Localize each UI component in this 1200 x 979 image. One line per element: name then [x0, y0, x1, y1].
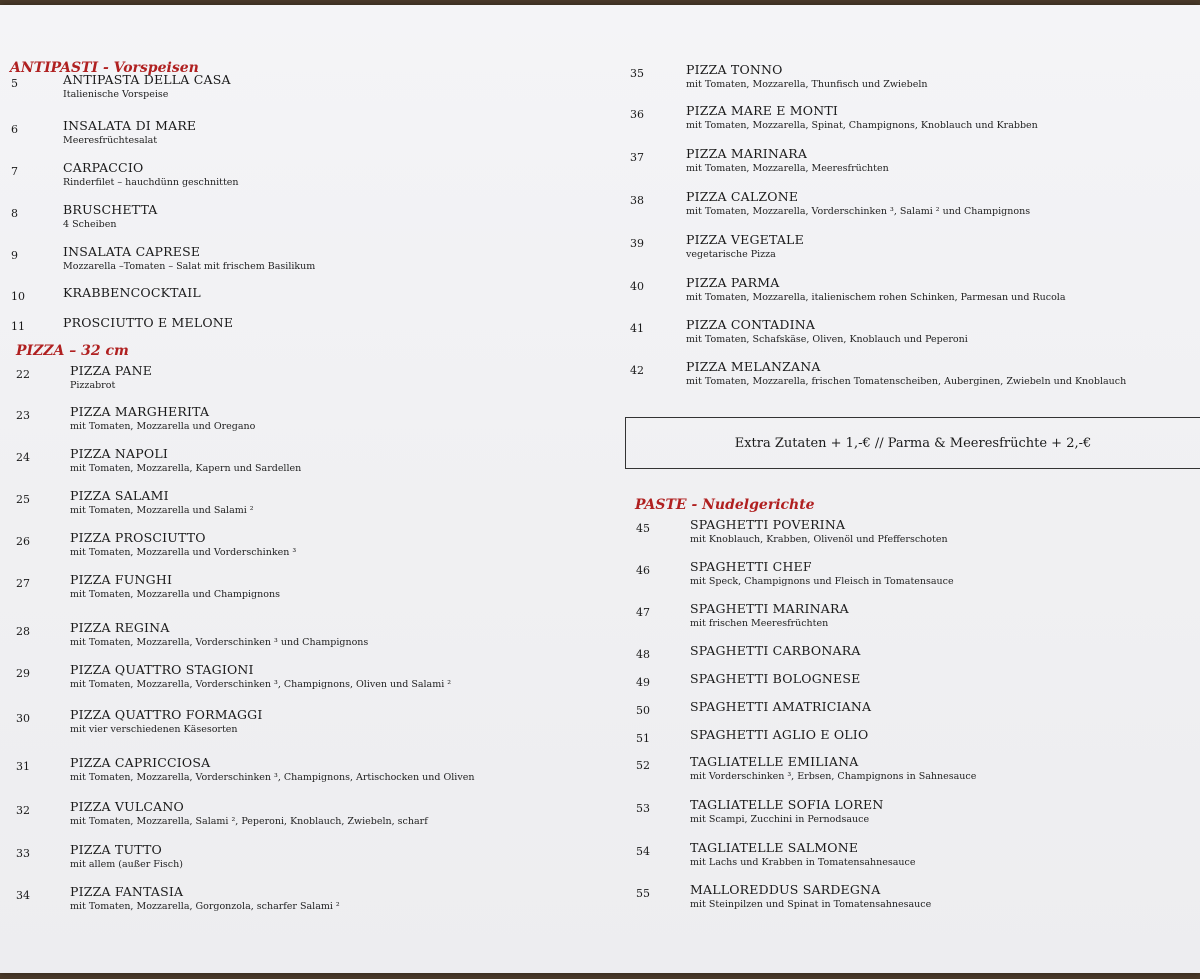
item-number: 34	[16, 889, 30, 902]
item-description: mit Tomaten, Mozzarella, Vorderschinken ³, Champignons, Oliven und Salami ²	[70, 679, 452, 690]
item-number: 47	[636, 606, 650, 619]
item-description: mit Tomaten, Mozzarella und Oregano	[70, 421, 256, 432]
extras-text: Extra Zutaten + 1,-€ // Parma & Meeresfrüchte + 2,-€	[734, 435, 1092, 451]
item-number: 9	[11, 249, 18, 262]
item-name: INSALATA DI MARE	[63, 118, 197, 133]
item-number: 45	[636, 522, 650, 535]
item-name: PIZZA CALZONE	[686, 189, 799, 204]
item-number: 8	[11, 207, 18, 220]
item-name: PIZZA FUNGHI	[70, 572, 173, 587]
item-name: PIZZA TONNO	[686, 62, 783, 77]
menu-page	[0, 5, 1200, 973]
item-description: mit Lachs und Krabben in Tomatensahnesauce	[690, 857, 916, 868]
item-name: PIZZA QUATTRO STAGIONI	[70, 662, 254, 677]
item-description: mit Tomaten, Mozzarella, frischen Tomatenscheiben, Auberginen, Zwiebeln und Knoblauch	[686, 376, 1127, 387]
item-description: Meeresfrüchtesalat	[63, 135, 158, 146]
item-name: PIZZA SALAMI	[70, 488, 169, 503]
item-name: PIZZA FANTASIA	[70, 884, 184, 899]
item-number: 46	[636, 564, 650, 577]
item-name: SPAGHETTI AGLIO E OLIO	[690, 727, 869, 742]
item-description: mit Tomaten, Mozzarella, Kapern und Sardellen	[70, 463, 302, 474]
item-name: TAGLIATELLE SALMONE	[690, 840, 859, 855]
item-description: Pizzabrot	[70, 380, 116, 391]
item-number: 40	[630, 280, 644, 293]
item-name: PIZZA CAPRICCIOSA	[70, 755, 211, 770]
item-number: 11	[11, 320, 25, 333]
item-description: mit Tomaten, Schafskäse, Oliven, Knoblauch und Peperoni	[686, 334, 968, 345]
item-description: 4 Scheiben	[63, 219, 117, 230]
item-description: mit Tomaten, Mozzarella und Champignons	[70, 589, 280, 600]
item-description: Mozzarella –Tomaten – Salat mit frischem Basilikum	[63, 261, 316, 272]
item-name: PIZZA PROSCIUTTO	[70, 530, 206, 545]
item-name: CARPACCIO	[63, 160, 144, 175]
item-name: PIZZA VEGETALE	[686, 232, 804, 247]
item-name: TAGLIATELLE SOFIA LOREN	[690, 797, 884, 812]
item-description: mit Tomaten, Mozzarella, Thunfisch und Zwiebeln	[686, 79, 928, 90]
item-name: MALLOREDDUS SARDEGNA	[690, 882, 881, 897]
item-name: PROSCIUTTO E MELONE	[63, 315, 234, 330]
item-number: 50	[636, 704, 650, 717]
item-name: PIZZA MARINARA	[686, 146, 808, 161]
item-name: SPAGHETTI CHEF	[690, 559, 812, 574]
item-name: SPAGHETTI MARINARA	[690, 601, 849, 616]
item-name: PIZZA REGINA	[70, 620, 170, 635]
item-name: BRUSCHETTA	[63, 202, 158, 217]
section-title-paste: PASTE - Nudelgerichte	[635, 497, 815, 513]
item-description: vegetarische Pizza	[686, 249, 776, 260]
item-description: mit Knoblauch, Krabben, Olivenöl und Pfefferschoten	[690, 534, 948, 545]
item-number: 30	[16, 712, 30, 725]
item-description: mit Tomaten, Mozzarella, italienischem rohen Schinken, Parmesan und Rucola	[686, 292, 1066, 303]
item-number: 10	[11, 290, 25, 303]
item-name: TAGLIATELLE EMILIANA	[690, 754, 859, 769]
item-description: mit Tomaten, Mozzarella, Gorgonzola, scharfer Salami ²	[70, 901, 340, 912]
item-number: 42	[630, 364, 644, 377]
item-description: Italienische Vorspeise	[63, 89, 169, 100]
item-number: 48	[636, 648, 650, 661]
item-description: mit Steinpilzen und Spinat in Tomatensahnesauce	[690, 899, 932, 910]
item-number: 49	[636, 676, 650, 689]
item-number: 26	[16, 535, 30, 548]
item-number: 31	[16, 760, 30, 773]
section-title-pizza: PIZZA – 32 cm	[16, 343, 129, 359]
item-number: 5	[11, 77, 18, 90]
item-name: SPAGHETTI BOLOGNESE	[690, 671, 861, 686]
item-name: PIZZA QUATTRO FORMAGGI	[70, 707, 263, 722]
item-number: 52	[636, 759, 650, 772]
item-number: 28	[16, 625, 30, 638]
item-name: SPAGHETTI CARBONARA	[690, 643, 861, 658]
item-description: mit Tomaten, Mozzarella und Salami ²	[70, 505, 254, 516]
item-number: 39	[630, 237, 644, 250]
item-description: mit Tomaten, Mozzarella, Vorderschinken ³, Champignons, Artischocken und Oliven	[70, 772, 475, 783]
item-name: PIZZA NAPOLI	[70, 446, 168, 461]
item-description: mit allem (außer Fisch)	[70, 859, 183, 870]
item-number: 51	[636, 732, 650, 745]
item-description: mit Tomaten, Mozzarella, Salami ², Peperoni, Knoblauch, Zwiebeln, scharf	[70, 816, 428, 827]
item-description: mit Tomaten, Mozzarella, Vorderschinken ³ und Champignons	[70, 637, 369, 648]
item-number: 6	[11, 123, 18, 136]
item-description: Rinderfilet – hauchdünn geschnitten	[63, 177, 239, 188]
item-description: mit Tomaten, Mozzarella, Meeresfrüchten	[686, 163, 889, 174]
extras-notice	[625, 417, 1200, 469]
item-name: PIZZA VULCANO	[70, 799, 184, 814]
item-number: 35	[630, 67, 644, 80]
item-number: 29	[16, 667, 30, 680]
item-number: 38	[630, 194, 644, 207]
item-description: mit frischen Meeresfrüchten	[690, 618, 829, 629]
item-number: 24	[16, 451, 30, 464]
item-name: PIZZA CONTADINA	[686, 317, 816, 332]
item-description: mit Speck, Champignons und Fleisch in Tomatensauce	[690, 576, 954, 587]
item-number: 37	[630, 151, 644, 164]
item-number: 33	[16, 847, 30, 860]
item-number: 36	[630, 108, 644, 121]
item-name: KRABBENCOCKTAIL	[63, 285, 201, 300]
item-number: 32	[16, 804, 30, 817]
item-name: PIZZA PANE	[70, 363, 153, 378]
item-number: 55	[636, 887, 650, 900]
item-name: PIZZA PARMA	[686, 275, 780, 290]
item-description: mit Tomaten, Mozzarella, Vorderschinken ³, Salami ² und Champignons	[686, 206, 1031, 217]
item-description: mit Tomaten, Mozzarella und Vorderschinken ³	[70, 547, 297, 558]
item-number: 7	[11, 165, 18, 178]
item-description: mit Scampi, Zucchini in Pernodsauce	[690, 814, 870, 825]
section-title-antipasti: ANTIPASTI - Vorspeisen	[10, 60, 199, 76]
item-name: PIZZA MELANZANA	[686, 359, 821, 374]
item-number: 41	[630, 322, 644, 335]
item-name: PIZZA TUTTO	[70, 842, 162, 857]
item-name: SPAGHETTI POVERINA	[690, 517, 846, 532]
item-description: mit Tomaten, Mozzarella, Spinat, Champignons, Knoblauch und Krabben	[686, 120, 1038, 131]
item-number: 27	[16, 577, 30, 590]
item-number: 53	[636, 802, 650, 815]
item-description: mit Vorderschinken ³, Erbsen, Champignons in Sahnesauce	[690, 771, 977, 782]
item-name: ANTIPASTA DELLA CASA	[63, 72, 231, 87]
item-name: SPAGHETTI AMATRICIANA	[690, 699, 872, 714]
item-name: PIZZA MARE E MONTI	[686, 103, 839, 118]
item-name: INSALATA CAPRESE	[63, 244, 201, 259]
item-number: 25	[16, 493, 30, 506]
item-number: 23	[16, 409, 30, 422]
item-description: mit vier verschiedenen Käsesorten	[70, 724, 238, 735]
item-number: 22	[16, 368, 30, 381]
item-name: PIZZA MARGHERITA	[70, 404, 210, 419]
item-number: 54	[636, 845, 650, 858]
